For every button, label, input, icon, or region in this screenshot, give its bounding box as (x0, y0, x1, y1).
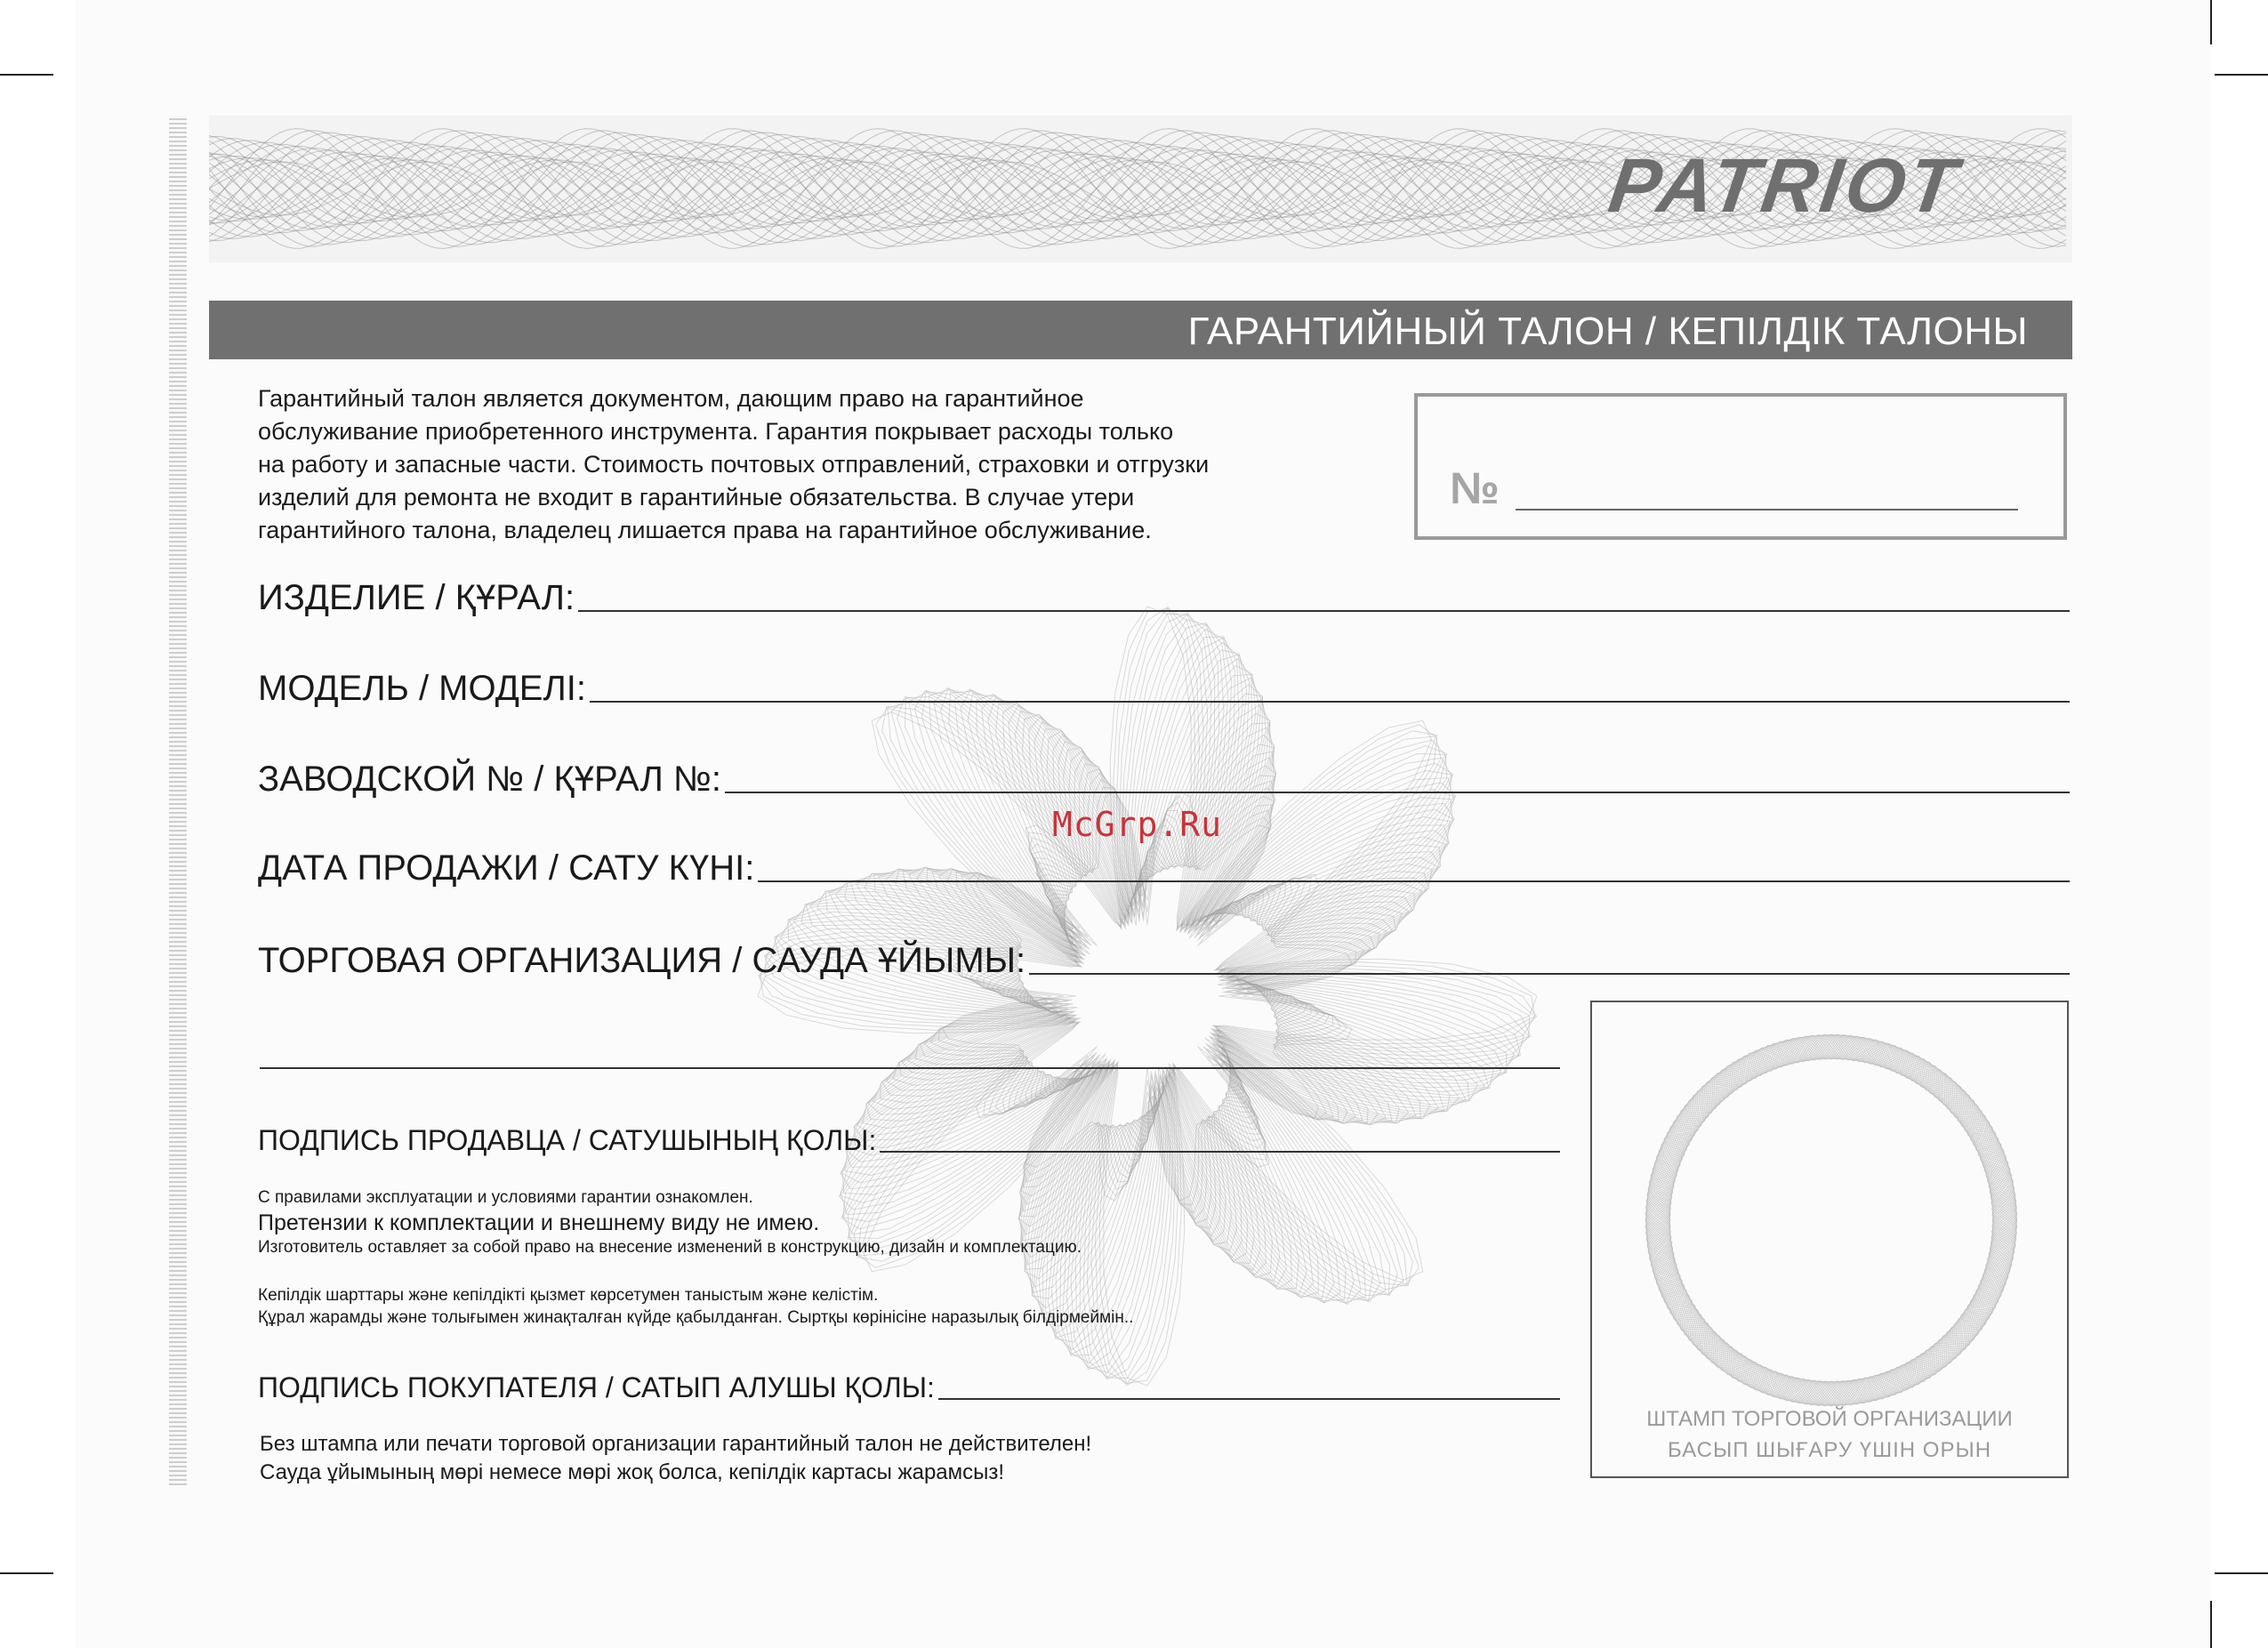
trade-org-label: ТОРГОВАЯ ОРГАНИЗАЦИЯ / САУДА ҰЙЫМЫ: (258, 941, 1026, 980)
crop-mark (2215, 74, 2268, 76)
trade-org-field[interactable] (258, 941, 2070, 980)
warranty-title-bar (209, 301, 2072, 359)
note-ru-3: Изготовитель оставляет за собой право на внесение изменений в конструкцию, дизайн и комплектацию. (258, 1238, 1082, 1257)
intro-line: обслуживание приобретенного инструмента. Гарантия покрывает расходы только (258, 418, 1174, 445)
note-ru-1: С правилами эксплуатации и условиями гарантии ознакомлен. (258, 1188, 753, 1207)
product-label: ИЗДЕЛИЕ / ҚҰРАЛ: (258, 578, 575, 617)
crop-mark (2210, 1601, 2212, 1648)
footer-line-kz: Сауда ұйымының мөрі немесе мөрі жоқ болса, кепілдік картасы жарамсыз! (260, 1460, 1005, 1484)
model-label: МОДЕЛЬ / МОДЕЛІ: (258, 669, 586, 708)
crop-mark (0, 1572, 53, 1574)
patriot-logo: PATRIOT (1604, 143, 1966, 229)
seller-signature-line[interactable] (880, 1151, 1560, 1153)
note-ru-2: Претензии к комплектации и внешнему виду не имею. (258, 1210, 820, 1235)
sale-date-line[interactable] (758, 880, 2070, 882)
seller-signature-field[interactable] (258, 1124, 1560, 1156)
footer-line-ru: Без штампа или печати торговой организации гарантийный талон не действителен! (260, 1432, 1092, 1456)
buyer-signature-line[interactable] (938, 1398, 1560, 1400)
trade-org-extra-line[interactable] (260, 1067, 1560, 1069)
note-kz-2: Құрал жарамды және толығымен жинақталған күйде қабылданған. Сыртқы көрінісіне наразылық білдірмеймін.. (258, 1308, 1134, 1327)
crop-mark (2210, 0, 2212, 44)
serial-field[interactable] (258, 760, 2070, 799)
stamp-box[interactable] (1590, 1001, 2069, 1478)
seller-signature-label: ПОДПИСЬ ПРОДАВЦА / САТУШЫНЫҢ ҚОЛЫ: (258, 1124, 877, 1156)
product-line[interactable] (578, 610, 2070, 612)
sale-date-label: ДАТА ПРОДАЖИ / САТУ КҮНІ: (258, 848, 755, 888)
serial-line[interactable] (725, 792, 2070, 793)
intro-text (258, 382, 1396, 547)
intro-line: изделий для ремонта не входит в гарантийные обязательства. В случае утери (258, 484, 1135, 510)
intro-line: гарантийного талона, владелец лишается права на гарантийное обслуживание. (258, 517, 1152, 543)
buyer-signature-label: ПОДПИСЬ ПОКУПАТЕЛЯ / САТЫП АЛУШЫ ҚОЛЫ: (258, 1371, 935, 1403)
number-sign: № (1450, 463, 1500, 513)
intro-line: Гарантийный талон является документом, дающим право на гарантийное (258, 385, 1084, 412)
product-field[interactable] (258, 578, 2070, 617)
crop-mark (0, 74, 53, 76)
intro-line: на работу и запасные части. Стоимость почтовых отправлений, страховки и отгрузки (258, 451, 1210, 478)
watermark: McGrp.Ru (1052, 805, 1223, 844)
stamp-caption-kz: БАСЫП ШЫҒАРУ ҮШІН ОРЫН (1667, 1438, 1992, 1462)
note-kz-1: Кепілдік шарттары және кепілдікті қызмет көрсетумен таныстым және келістім. (258, 1286, 879, 1305)
sale-date-field[interactable] (258, 848, 2070, 888)
serial-label: ЗАВОДСКОЙ № / ҚҰРАЛ №: (258, 760, 721, 799)
trade-org-line[interactable] (1029, 973, 2070, 975)
model-field[interactable] (258, 669, 2070, 708)
page-title: ГАРАНТИЙНЫЙ ТАЛОН / КЕПІЛДІК ТАЛОНЫ (1187, 310, 2028, 353)
number-box (1414, 393, 2067, 540)
crop-mark (2215, 1572, 2268, 1574)
model-line[interactable] (590, 701, 2070, 703)
number-field[interactable] (1516, 509, 2018, 510)
buyer-signature-field[interactable] (258, 1371, 1560, 1403)
stamp-caption-ru: ШТАМП ТОРГОВОЙ ОРГАНИЗАЦИИ (1646, 1407, 2013, 1431)
footer-warning (260, 1430, 1091, 1487)
perforation-strip (169, 116, 187, 1485)
